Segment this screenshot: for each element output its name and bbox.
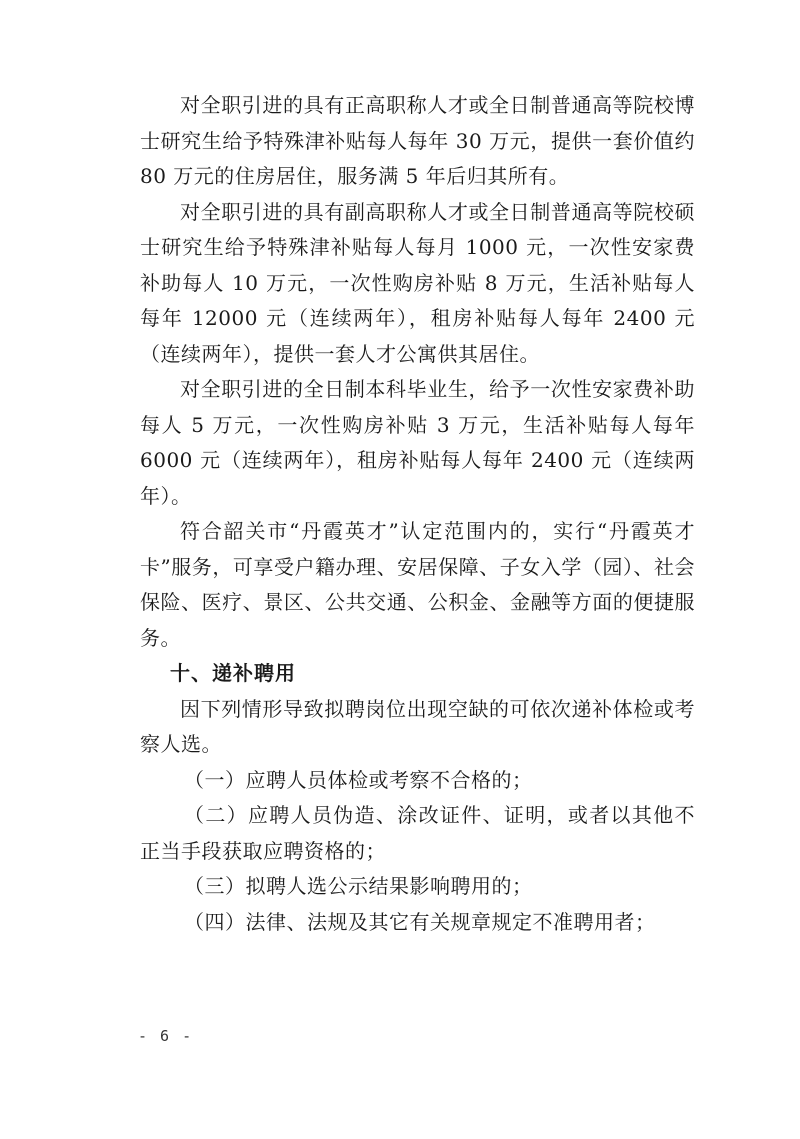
list-item: （四）法律、法规及其它有关规章规定不准聘用者； bbox=[184, 909, 656, 934]
paragraph-associate-title-subsidy: 对全职引进的具有副高职称人才或全日制普通高等院校硕士研究生给予特殊津补贴每人每月 1000 元，一次性安家费补助每人 10 万元，一次性购房补贴 8 万元，生活补贴每人每年 12000 元（连续两年），租房补贴每人每年 2400 元（连续两年），提供一套人才公寓供其居住。 bbox=[140, 199, 695, 366]
section-heading: 十、递补聘用 bbox=[170, 661, 296, 685]
paragraph-danxia-talent-card: 符合韶关市“丹霞英才”认定范围内的，实行“丹霞英才卡”服务，可享受户籍办理、安居保障、子女入学（园）、社会保险、医疗、景区、公共交通、公积金、金融等方面的便捷服务。 bbox=[140, 519, 695, 650]
page-number: - 6 - bbox=[138, 1027, 194, 1045]
list-item: （一）应聘人员体检或考察不合格的； bbox=[184, 767, 533, 792]
paragraph-senior-title-subsidy: 对全职引进的具有正高职称人才或全日制普通高等院校博士研究生给予特殊津补贴每人每年 30 万元，提供一套价值约 80 万元的住房居住，服务满 5 年后归其所有。 bbox=[140, 93, 695, 188]
document-body bbox=[140, 88, 695, 940]
list-item: （二）应聘人员伪造、涂改证件、证明，或者以其他不正当手段获取应聘资格的； bbox=[140, 803, 695, 863]
paragraph-bachelor-subsidy: 对全职引进的全日制本科毕业生，给予一次性安家费补助每人 5 万元，一次性购房补贴 3 万元，生活补贴每人每年 6000 元（连续两年），租房补贴每人每年 2400 元（连续两年）。 bbox=[140, 377, 695, 508]
section-intro: 因下列情形导致拟聘岗位出现空缺的可依次递补体检或考察人选。 bbox=[140, 696, 695, 756]
list-item: （三）拟聘人选公示结果影响聘用的； bbox=[184, 874, 533, 898]
